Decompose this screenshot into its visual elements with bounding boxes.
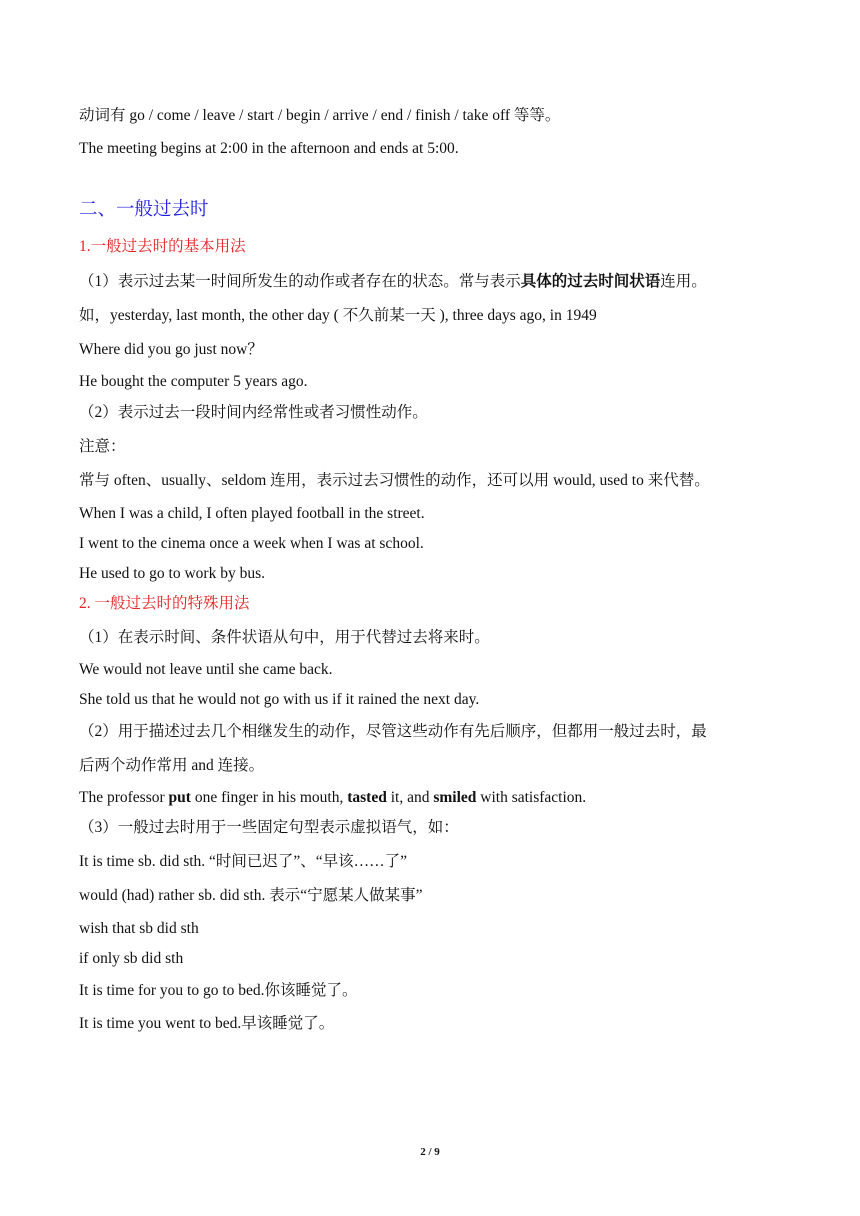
- bold-text: tasted: [347, 789, 387, 806]
- subsection-title: 一般过去时的特殊用法: [94, 595, 250, 612]
- text-line: Where did you go just now？: [79, 341, 263, 358]
- subsection-heading: 1.一般过去时的基本用法: [79, 238, 246, 255]
- text-line: if only sb did sth: [79, 950, 184, 967]
- page-number: 2 / 9: [420, 1146, 440, 1158]
- text-line: would (had) rather sb. did sth. 表示“宁愿某人做某事”: [79, 887, 423, 904]
- subsection-heading: [79, 594, 250, 614]
- text-span: with satisfaction.: [476, 789, 587, 806]
- text-line: （2）表示过去一段时间内经常性或者习惯性动作。: [79, 404, 428, 421]
- text-span: it, and: [386, 789, 434, 806]
- text-line: It is time sb. did sth. “时间已迟了”、“早该……了”: [79, 853, 408, 870]
- text-line: 动词有 go / come / leave / start / begin / arrive / end / finish / take off 等等。: [79, 107, 561, 124]
- text-line: She told us that he would not go with us if it rained the next day.: [79, 691, 480, 708]
- text-line: [79, 272, 707, 292]
- text-line: I went to the cinema once a week when I was at school.: [79, 535, 424, 552]
- text-line: （3）一般过去时用于一些固定句型表示虚拟语气，如：: [79, 819, 459, 836]
- text-line: The meeting begins at 2:00 in the afternoon and ends at 5:00.: [79, 140, 459, 157]
- bold-text: smiled: [433, 789, 477, 806]
- text-span: 连用。: [660, 273, 707, 290]
- text-line: 如，yesterday, last month, the other day ( 不久前某一天 ), three days ago, in 1949: [79, 307, 597, 324]
- text-span: （1）表示过去某一时间所发生的动作或者存在的状态。常与表示: [79, 273, 521, 290]
- section-heading: 二、一般过去时: [79, 199, 209, 220]
- text-line: When I was a child, I often played football in the street.: [79, 505, 425, 522]
- bold-text: put: [168, 789, 191, 806]
- text-line: 常与 often、usually、seldom 连用，表示过去习惯性的动作，还可以用 would, used to 来代替。: [79, 472, 710, 489]
- text-line: It is time for you to go to bed.你该睡觉了。: [79, 982, 358, 999]
- text-line: （2）用于描述过去几个相继发生的动作，尽管这些动作有先后顺序，但都用一般过去时，最: [79, 723, 707, 740]
- text-line: He used to go to work by bus.: [79, 565, 265, 582]
- text-span: one finger in his mouth,: [190, 789, 348, 806]
- text-line: He bought the computer 5 years ago.: [79, 373, 308, 390]
- text-line: We would not leave until she came back.: [79, 661, 333, 678]
- text-line: [79, 788, 586, 808]
- subsection-number: 2.: [79, 595, 95, 612]
- bold-text: 具体的过去时间状语: [520, 273, 661, 290]
- text-line: wish that sb did sth: [79, 920, 199, 937]
- text-line: 注意：: [79, 438, 126, 455]
- text-line: （1）在表示时间、条件状语从句中，用于代替过去将来时。: [79, 629, 490, 646]
- text-line: 后两个动作常用 and 连接。: [79, 757, 265, 774]
- text-line: It is time you went to bed.早该睡觉了。: [79, 1015, 335, 1032]
- text-span: The professor: [79, 789, 169, 806]
